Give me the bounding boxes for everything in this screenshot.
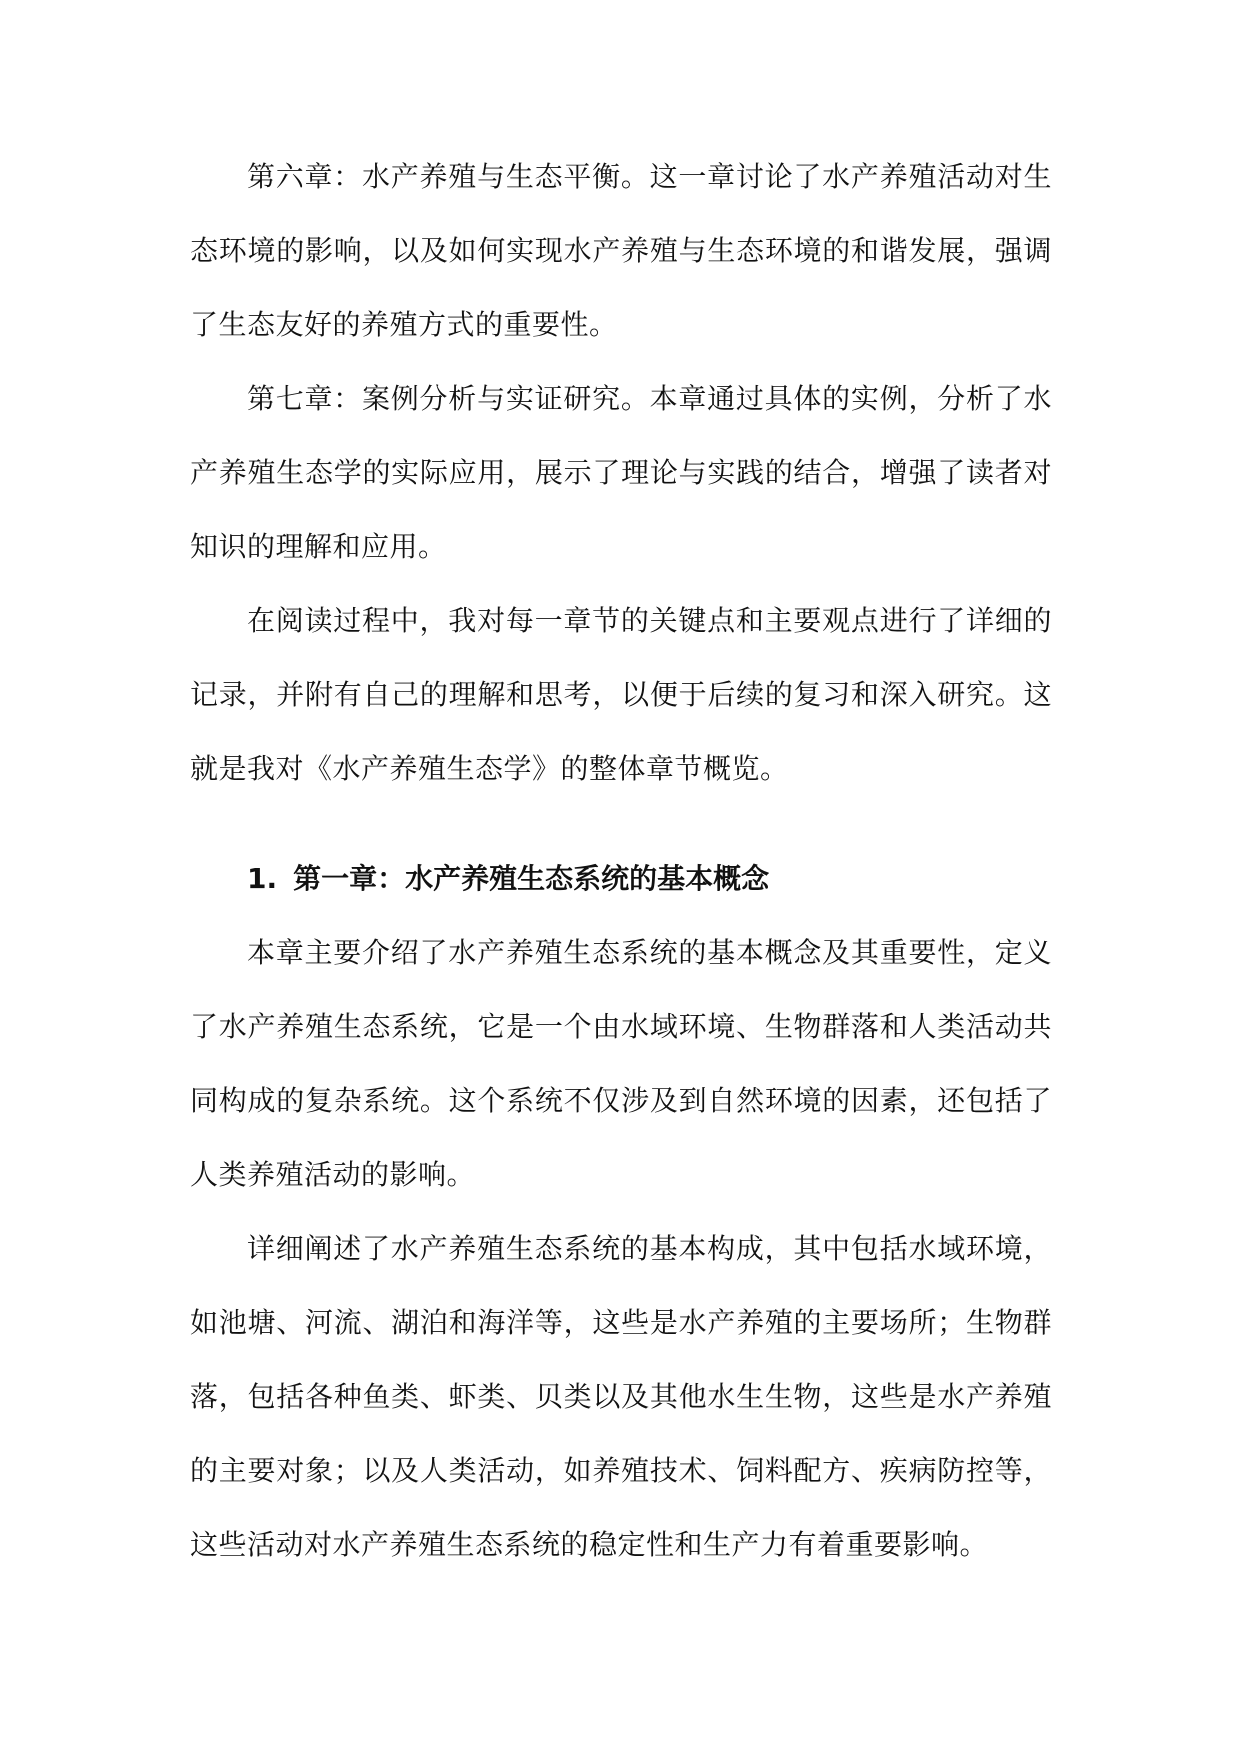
paragraph-chapter-one-intro: 本章主要介绍了水产养殖生态系统的基本概念及其重要性，定义了水产养殖生态系统，它是一个由水域环境、生物群落和人类活动共同构成的复杂系统。这个系统不仅涉及到自然环境的因素，还包括了人类养殖活动的影响。	[190, 936, 1052, 1191]
paragraph-reading-notes: 在阅读过程中，我对每一章节的关键点和主要观点进行了详细的记录，并附有自己的理解和思考，以便于后续的复习和深入研究。这就是我对《水产养殖生态学》的整体章节概览。	[190, 604, 1052, 785]
section-heading-title: 第一章：水产养殖生态系统的基本概念	[293, 862, 770, 895]
paragraph-chapter-seven-summary: 第七章：案例分析与实证研究。本章通过具体的实例，分析了水产养殖生态学的实际应用，展示了理论与实践的结合，增强了读者对知识的理解和应用。	[190, 382, 1052, 563]
paragraph-chapter-six-summary: 第六章：水产养殖与生态平衡。这一章讨论了水产养殖活动对生态环境的影响，以及如何实现水产养殖与生态环境的和谐发展，强调了生态友好的养殖方式的重要性。	[190, 160, 1052, 341]
document-page	[190, 140, 1052, 1582]
section-heading-number: 1.	[247, 862, 278, 895]
paragraph-chapter-one-composition: 详细阐述了水产养殖生态系统的基本构成，其中包括水域环境，如池塘、河流、湖泊和海洋等，这些是水产养殖的主要场所；生物群落，包括各种鱼类、虾类、贝类以及其他水生生物，这些是水产养殖的主要对象；以及人类活动，如养殖技术、饲料配方、疾病防控等，这些活动对水产养殖生态系统的稳定性和生产力有着重要影响。	[190, 1232, 1052, 1561]
section-heading	[190, 842, 1052, 916]
